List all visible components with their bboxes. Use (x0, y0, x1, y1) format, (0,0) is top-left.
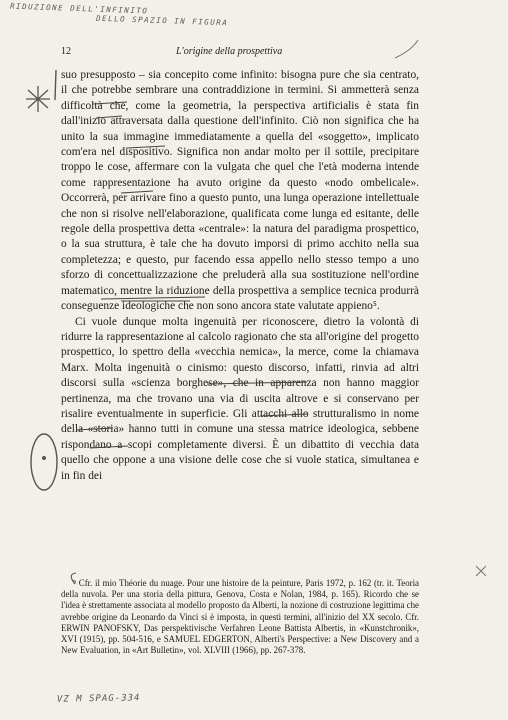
circle-mark (31, 434, 57, 490)
x-mark (476, 566, 486, 576)
paragraph-1: suo presupposto – sia concepito come infinito: bisogna pure che sia centrato, il che potrebbe sembrare una contraddizione in termini. Si ammetterà senza difficoltà che, come la geometria, la perspectiva artificialis è stata fin dall'inizio attraversata dalla questione dell'infinito. Ciò non significa che ha unito la sua immagine immediatamente a quella del «soggetto», implicato com'era nel dispositivo. Significa non andar molto per il sottile, precipitare troppo le cose, affermare con la vulgata che quel che l'età moderna intende come rappresentazione ha avuto origine da questo «nodo ombelicale». Occorrerà, per arrivare fino a questo punto, una lunga operazione intellettuale che non si risolve nell'elaborazione, qualificata come lunga ed esitante, delle regole della prospettiva detta «centrale»: la natura del paradigma prospettico, o la sua struttura, è tale che ha dovuto imporsi di primo acchito nella sua completezza; e questo, pur facendo essa appello nello stesso tempo a uno sforzo di concettualizzazione che preluderà alla sua sostituzione nell'ordine matematico, mentre la riduzione della prospettiva a semplice tecnica produrrà conseguenze ideologiche che non sono ancora state valutate appieno⁵. (61, 69, 419, 313)
handwritten-note-top-line-1: RIDUZIONE DELL'INFINITO (9, 1, 149, 16)
running-title: L'origine della prospettiva (176, 46, 283, 57)
footnote (61, 578, 419, 656)
page-number: 12 (61, 46, 71, 57)
swoosh-mark (395, 40, 418, 58)
handwritten-note-top-line-2: DELLO SPAZIO IN FIGURA (95, 13, 229, 28)
asterisk-mark (26, 86, 50, 112)
handwritten-note-bottom: VZ M SPAG-334 (56, 693, 141, 705)
main-text (61, 68, 419, 484)
paragraph-2: Ci vuole dunque molta ingenuità per riconoscere, dietro la volontà di ridurre la rappresentazione al calcolo ragionato che sta all'origine del progetto prospettico, lo spettro della «vecchia nemica», la merce, come la chiamava Marx. Molta ingenuità o cinismo: questo discorso, infatti, rinvia ad altri discorsi sulla «scienza borghese», che in apparenza non hanno maggior pertinenza, ma che trovano una via di uscita altrove e si conservano per risalire eventualmente in superficie. Gli attacchi allo strutturalismo in nome della «storia» hanno tutti in comune una stessa matrice ideologica, sebbene rispondano a scopi completamente diversi. È un dibattito di vecchia data quello che oppone a una visione delle cose che si vuole statica, simultanea e in fin dei (61, 315, 419, 482)
margin-bracket-mark (55, 70, 56, 100)
footnote-5: ⁵ Cfr. il mio Théorie du nuage. Pour une histoire de la peinture, Paris 1972, p. 162 (tr. it. Teoria della nuvola. Per una storia della pittura, Genova, Costa e Nolan, 1984, p. 165). Ricordo che se l'idea è strettamente associata al modello proposto da Alberti, la nozione di costruzione legittima che avrebbe origine da Leonardo da Vinci si è imposta, in questi termini, all'inizio del XX secolo. Cfr. ERWIN PANOFSKY, Das perspektivische Verfahren Leone Battista Albertis, in «Kunstchronik», XVI (1915), pp. 504-516, e SAMUEL EDGERTON, Alberti's Perspective: a New Discovery and a New Evaluation, in «Art Bulletin», vol. XLVIII (1966), pp. 267-378. (61, 578, 419, 656)
circle-mark-dot (42, 456, 46, 460)
